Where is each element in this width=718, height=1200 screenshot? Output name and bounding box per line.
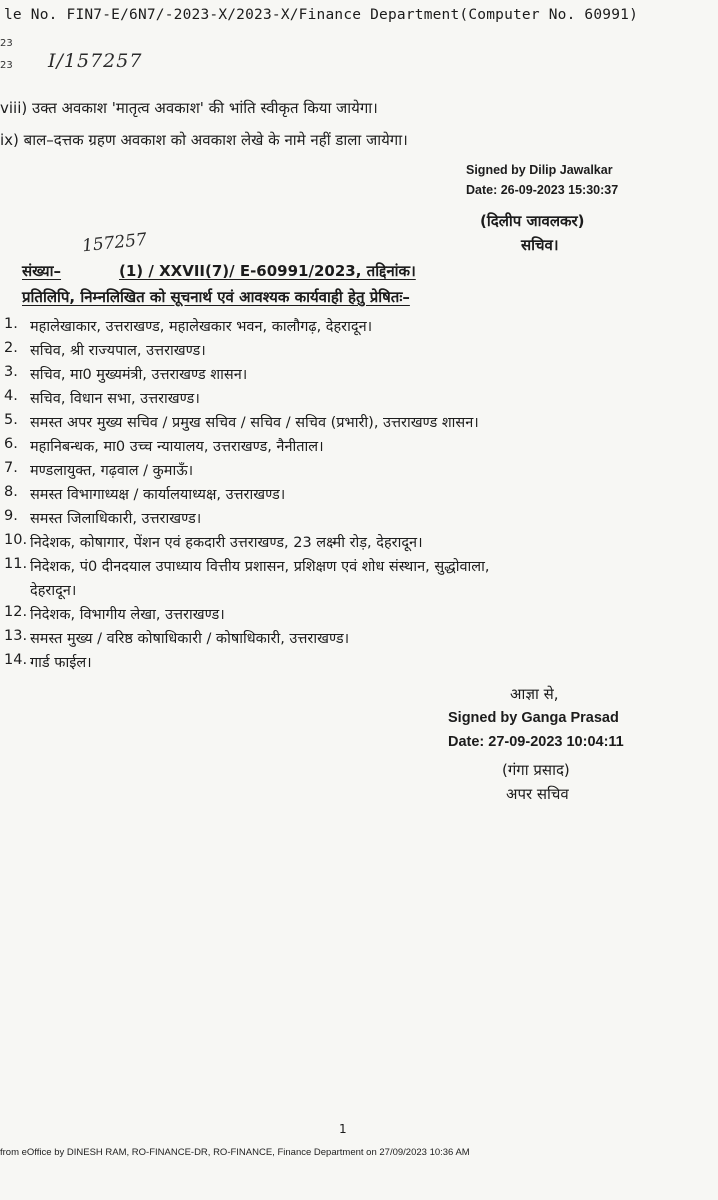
list-item: 2. सचिव, श्री राज्यपाल, उत्तराखण्ड। <box>4 340 206 359</box>
handwritten-reference: I/157257 <box>48 50 143 72</box>
sankhya-line <box>22 261 416 281</box>
signature-2-aagya: आज्ञा से, <box>510 685 559 703</box>
copy-to-line: प्रतिलिपि, निम्नलिखित को सूचनार्थ एवं आवश्यक कार्यवाही हेतु प्रेषितः– <box>22 288 410 306</box>
sankhya-label: संख्या– <box>22 262 62 280</box>
list-item: 11. निदेशक, पं0 दीनदयाल उपाध्याय वित्तीय प्रशासन, प्रशिक्षण एवं शोध संस्थान, सुद्धोवाला, देहरादून। <box>4 556 490 599</box>
list-item: 5. समस्त अपर मुख्य सचिव / प्रमुख सचिव / सचिव / सचिव (प्रभारी), उत्तराखण्ड शासन। <box>4 412 479 431</box>
list-item: 9. समस्त जिलाधिकारी, उत्तराखण्ड। <box>4 508 202 527</box>
handwritten-number: 157257 <box>81 229 148 257</box>
signature-1-name: (दिलीप जावलकर) <box>480 212 585 230</box>
eoffice-footer: from eOffice by DINESH RAM, RO-FINANCE-DR, RO-FINANCE, Finance Department on 27/09/2023 10:36 AM <box>0 1147 470 1158</box>
signature-1-signed-by: Signed by Dilip Jawalkar <box>466 163 613 177</box>
year-label-a: 23 <box>0 38 13 49</box>
signature-2-name: (गंगा प्रसाद) <box>502 761 570 779</box>
list-item: 7. मण्डलायुक्त, गढ़वाल / कुमाऊँ। <box>4 460 194 479</box>
sankhya-value: (1) / XXVII(7)/ E-60991/2023, तद्दिनांक। <box>119 262 416 280</box>
signature-1-designation: सचिव। <box>521 236 559 254</box>
page-number: 1 <box>339 1122 347 1136</box>
signature-2-signed-by: Signed by Ganga Prasad <box>448 710 619 726</box>
signature-1-date: Date: 26-09-2023 15:30:37 <box>466 183 619 197</box>
list-item: 10. निदेशक, कोषागार, पेंशन एवं हकदारी उत्तराखण्ड, 23 लक्ष्मी रोड़, देहरादून। <box>4 532 423 551</box>
clause-viii: viii) उक्त अवकाश 'मातृत्व अवकाश' की भांति स्वीकृत किया जायेगा। <box>0 99 378 117</box>
list-item: 13. समस्त मुख्य / वरिष्ठ कोषाधिकारी / कोषाधिकारी, उत्तराखण्ड। <box>4 628 350 647</box>
list-item: 4. सचिव, विधान सभा, उत्तराखण्ड। <box>4 388 200 407</box>
list-item: 14. गार्ड फाईल। <box>4 652 92 671</box>
list-item: 12. निदेशक, विभागीय लेखा, उत्तराखण्ड। <box>4 604 225 623</box>
signature-2-designation: अपर सचिव <box>506 785 569 803</box>
list-item: 1. महालेखाकार, उत्तराखण्ड, महालेखकार भवन, कालौगढ़, देहरादून। <box>4 316 373 335</box>
list-item: 8. समस्त विभागाध्यक्ष / कार्यालयाध्यक्ष, उत्तराखण्ड। <box>4 484 286 503</box>
file-number-line: le No. FIN7-E/6N7/-2023-X/2023-X/Finance Department(Computer No. 60991) <box>4 7 639 23</box>
signature-2-date: Date: 27-09-2023 10:04:11 <box>448 734 624 750</box>
year-label-b: 23 <box>0 60 13 71</box>
list-item: 6. महानिबन्धक, मा0 उच्च न्यायालय, उत्तराखण्ड, नैनीताल। <box>4 436 324 455</box>
list-item: 3. सचिव, मा0 मुख्यमंत्री, उत्तराखण्ड शासन। <box>4 364 248 383</box>
clause-ix: ix) बाल–दत्तक ग्रहण अवकाश को अवकाश लेखे के नामे नहीं डाला जायेगा। <box>0 131 408 149</box>
